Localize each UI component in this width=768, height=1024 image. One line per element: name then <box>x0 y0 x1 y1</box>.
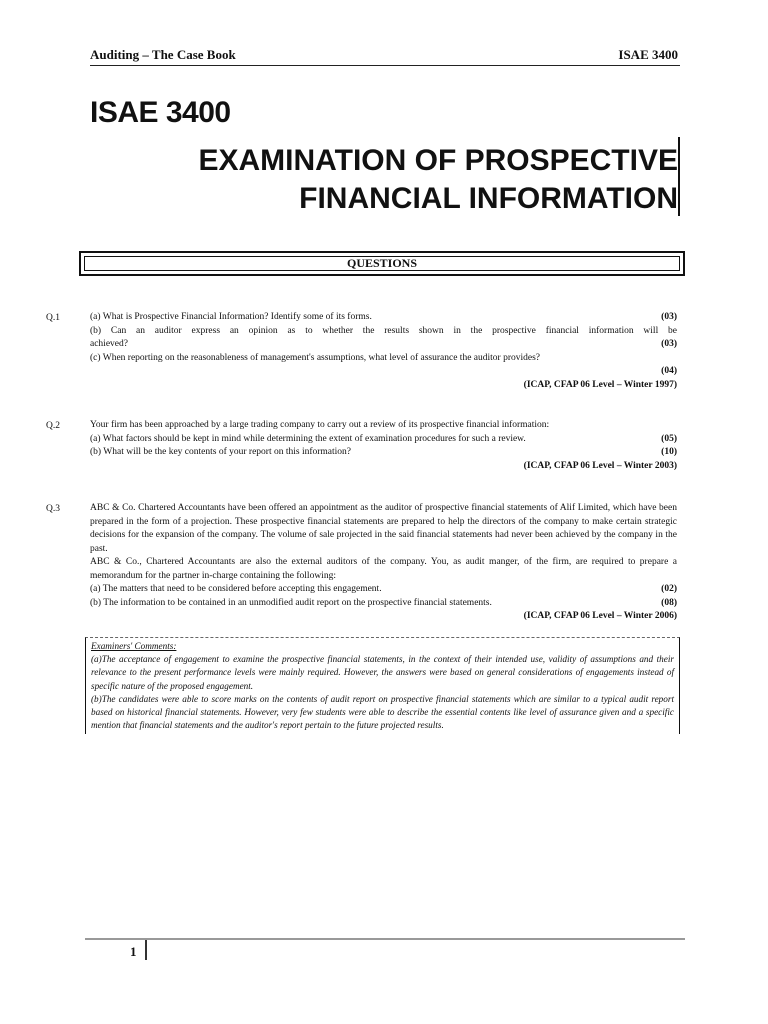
question-part <box>90 311 677 325</box>
marks: (05) <box>661 433 677 444</box>
question-part <box>90 433 677 447</box>
page-number-bar <box>145 940 147 960</box>
question-text: (a) The matters that need to be considered before accepting this engagement. <box>90 584 382 594</box>
standard-title-line2: FINANCIAL INFORMATION <box>299 182 678 215</box>
marks: (03) <box>661 312 677 322</box>
header-divider <box>90 65 680 66</box>
question-text: (b) Can an auditor express an opinion as to whether the results shown in the prospective financial information will be <box>90 325 677 336</box>
question-text: (c) When reporting on the reasonableness of management's assumptions, what level of assurance the auditor provides? <box>90 352 541 363</box>
question-3 <box>90 502 677 624</box>
question-part <box>90 446 677 460</box>
question-reference: (ICAP, CFAP 06 Level – Winter 2006) <box>523 611 677 621</box>
question-number: Q.2 <box>46 421 60 431</box>
question-part <box>90 597 677 611</box>
standard-code: ISAE 3400 <box>90 96 231 129</box>
question-paragraph: ABC & Co. Chartered Accountants have been offered an appointment as the auditor of prospective financial statements of Alif Limited, which have been prepared in the form of a projection. These prospective financial statements are prepared to help the directors of the company to make certain strategic decisions for the expansion of the company. The volume of sale projected in the said financial statements had never been achieved by the company in the past. <box>90 503 677 554</box>
question-text: achieved? <box>90 339 128 349</box>
examiners-comments-heading: Examiners' Comments: <box>91 641 177 651</box>
question-number: Q.3 <box>46 504 60 514</box>
page-number: 1 <box>130 944 137 959</box>
question-number: Q.1 <box>46 313 60 323</box>
examiners-comments-box <box>85 637 680 734</box>
marks: (04) <box>661 366 677 376</box>
book-title: Auditing – The Case Book <box>90 47 236 62</box>
question-part <box>90 338 677 352</box>
examiners-comment-b: (b)The candidates were able to score marks on the contents of audit report on prospective financial statements which are similar to a typical audit report based on historical financial statements. However, very few students were able to describe the essential contents like level of assurance given and a specific mention that financial statements and the auditor's report pertain to the future projected results. <box>91 693 674 731</box>
question-text: (b) The information to be contained in an unmodified audit report on the prospective financial statements. <box>90 597 492 608</box>
standard-title <box>199 142 679 218</box>
question-part <box>90 583 677 597</box>
marks: (03) <box>661 339 677 349</box>
standard-title-line1: EXAMINATION OF PROSPECTIVE <box>198 144 678 177</box>
question-text: (a) What factors should be kept in mind while determining the extent of examination procedures for such a review. <box>90 433 526 444</box>
footer-divider <box>85 938 685 940</box>
question-text: (a) What is Prospective Financial Information? Identify some of its forms. <box>90 312 372 322</box>
marks: (02) <box>661 584 677 594</box>
question-1 <box>90 311 677 392</box>
question-2 <box>90 419 677 473</box>
question-reference: (ICAP, CFAP 06 Level – Winter 1997) <box>523 379 677 390</box>
question-text: (b) What will be the key contents of your report on this information? <box>90 447 352 457</box>
question-reference: (ICAP, CFAP 06 Level – Winter 2003) <box>523 460 677 471</box>
header-standard: ISAE 3400 <box>618 47 678 62</box>
marks: (08) <box>661 597 677 608</box>
examiners-comment-a: (a)The acceptance of engagement to examine the prospective financial statements, in the context of their intended use, validity of assumptions and their relevance to the present performance levels were mainly required. However, the answers were based on general considerations of engagements instead of specific nature of the proposed engagement. <box>91 654 674 691</box>
questions-heading-box <box>79 251 685 276</box>
question-paragraph: ABC & Co., Chartered Accountants are also the external auditors of the company. You, as audit manger, of the firm, are required to prepare a memorandum for the partner in-charge containing the following: <box>90 557 677 581</box>
question-intro: Your firm has been approached by a large trading company to carry out a review of its prospective financial information: <box>90 420 550 430</box>
marks: (10) <box>661 447 677 457</box>
title-side-bar <box>678 137 680 216</box>
questions-heading: QUESTIONS <box>84 256 680 271</box>
